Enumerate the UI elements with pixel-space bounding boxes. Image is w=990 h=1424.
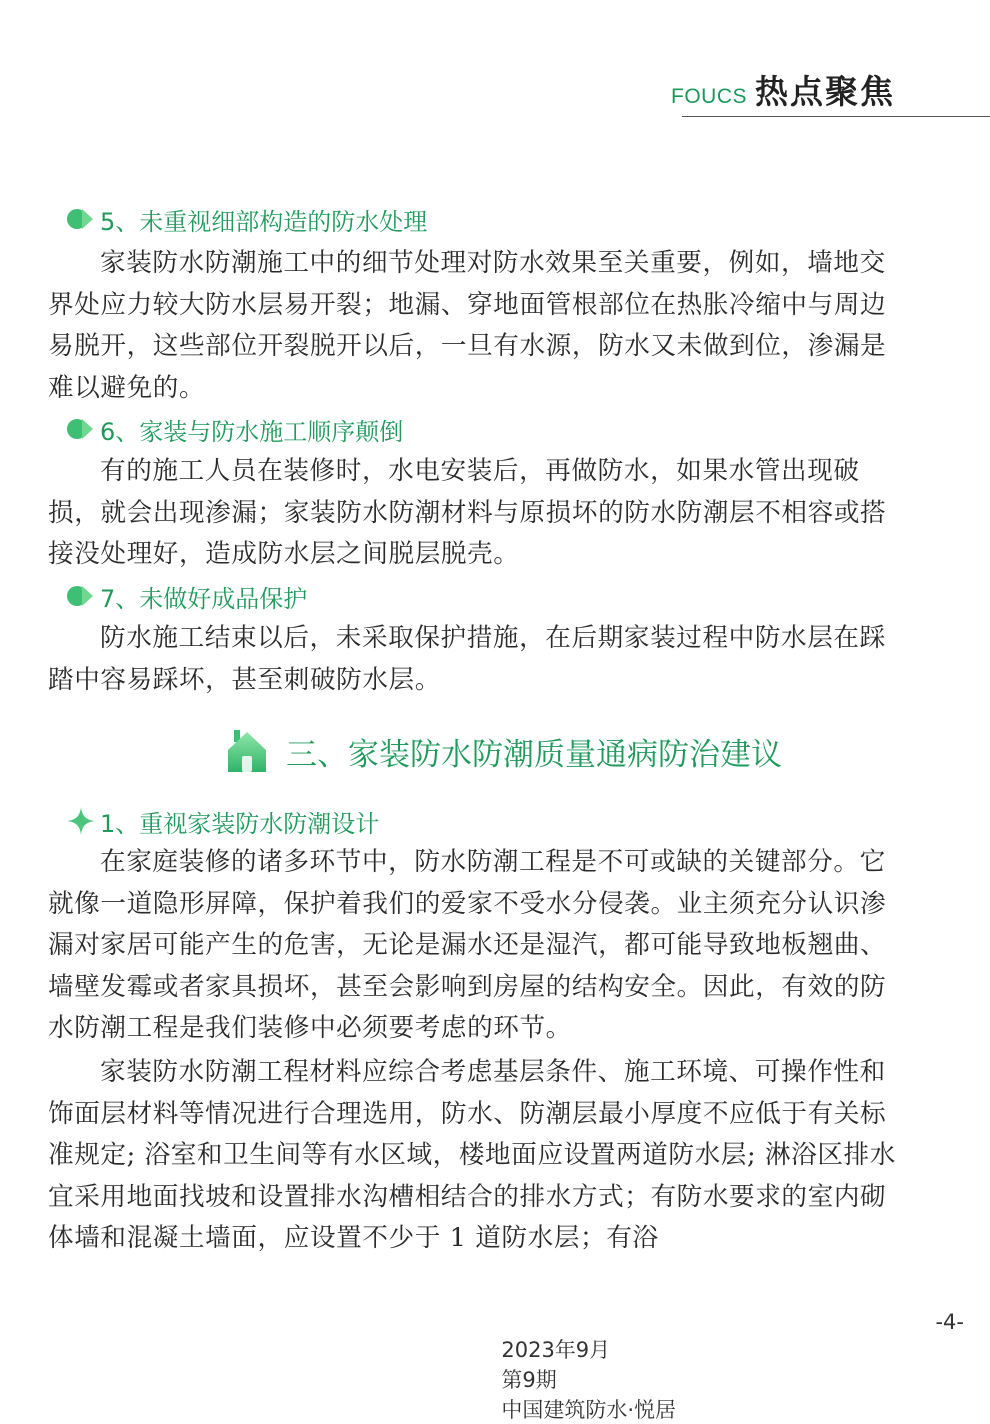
subheading-item-6 [66,412,403,446]
page-footer [488,1310,690,1424]
paragraph-item-5: 家装防水防潮施工中的细节处理对防水效果至关重要，例如，墙地交界处应力较大防水层易开裂；地漏、穿地面管根部位在热胀冷缩中与周边易脱开，这些部位开裂脱开以后，一旦有水源，防水又未做到位，渗漏是难以避免的。 [48,248,887,403]
page-number: -4- [935,1310,964,1334]
house-icon [226,728,268,774]
subheading-text: 7、未做好成品保护 [100,584,308,613]
subheading-item-5 [66,202,427,236]
footer-publication: 中国建筑防水·悦居 [501,1398,677,1422]
double-chevron-icon [66,583,96,609]
header-divider [682,116,990,117]
subheading-suggestion-1 [66,804,379,838]
subheading-text: 6、家装与防水施工顺序颠倒 [100,417,404,446]
footer-date: 2023年9月 [501,1338,611,1362]
double-chevron-icon [66,416,96,442]
paragraph-item-6: 有的施工人员在装修时，水电安装后，再做防水，如果水管出现破损，就会出现渗漏；家装防水防潮材料与原损坏的防水防潮层不相容或搭接没处理好，造成防水层之间脱层脱壳。 [48,456,887,569]
subheading-text: 5、未重视细部构造的防水处理 [100,207,428,236]
section-heading [226,728,782,774]
paragraph-item-7: 防水施工结束以后，未采取保护措施，在后期家装过程中防水层在踩踏中容易踩坏，甚至刺破防水层。 [48,623,886,695]
sparkle-icon [66,806,96,836]
page-header [671,66,895,113]
subheading-text: 1、重视家装防水防潮设计 [100,809,380,838]
header-english-label: FOUCS [671,85,747,108]
footer-issue: 第9期 [501,1368,557,1392]
subheading-item-7 [66,579,307,613]
paragraph-suggestion-1b: 家装防水防潮工程材料应综合考虑基层条件、施工环境、可操作性和饰面层材料等情况进行合理选用，防水、防潮层最小厚度不应低于有关标准规定; 浴室和卫生间等有水区域，楼地面应设置两道防水层; 淋浴区排水宜采用地面找坡和设置排水沟槽相结合的排水方式；有防水要求的室内砌体墙和混凝土墙面，应设置不少于 1 道防水层；有浴 [48,1057,896,1253]
section-title: 三、家装防水防潮质量通病防治建议 [286,736,782,773]
double-chevron-icon [66,206,96,232]
paragraph-suggestion-1a: 在家庭装修的诸多环节中，防水防潮工程是不可或缺的关键部分。它就像一道隐形屏障，保护着我们的爱家不受水分侵袭。业主须充分认识渗漏对家居可能产生的危害，无论是漏水还是湿汽，都可能导致地板翘曲、墙壁发霉或者家具损坏，甚至会影响到房屋的结构安全。因此，有效的防水防潮工程是我们装修中必须要考虑的环节。 [48,847,887,1043]
header-chinese-title: 热点聚焦 [755,72,895,111]
